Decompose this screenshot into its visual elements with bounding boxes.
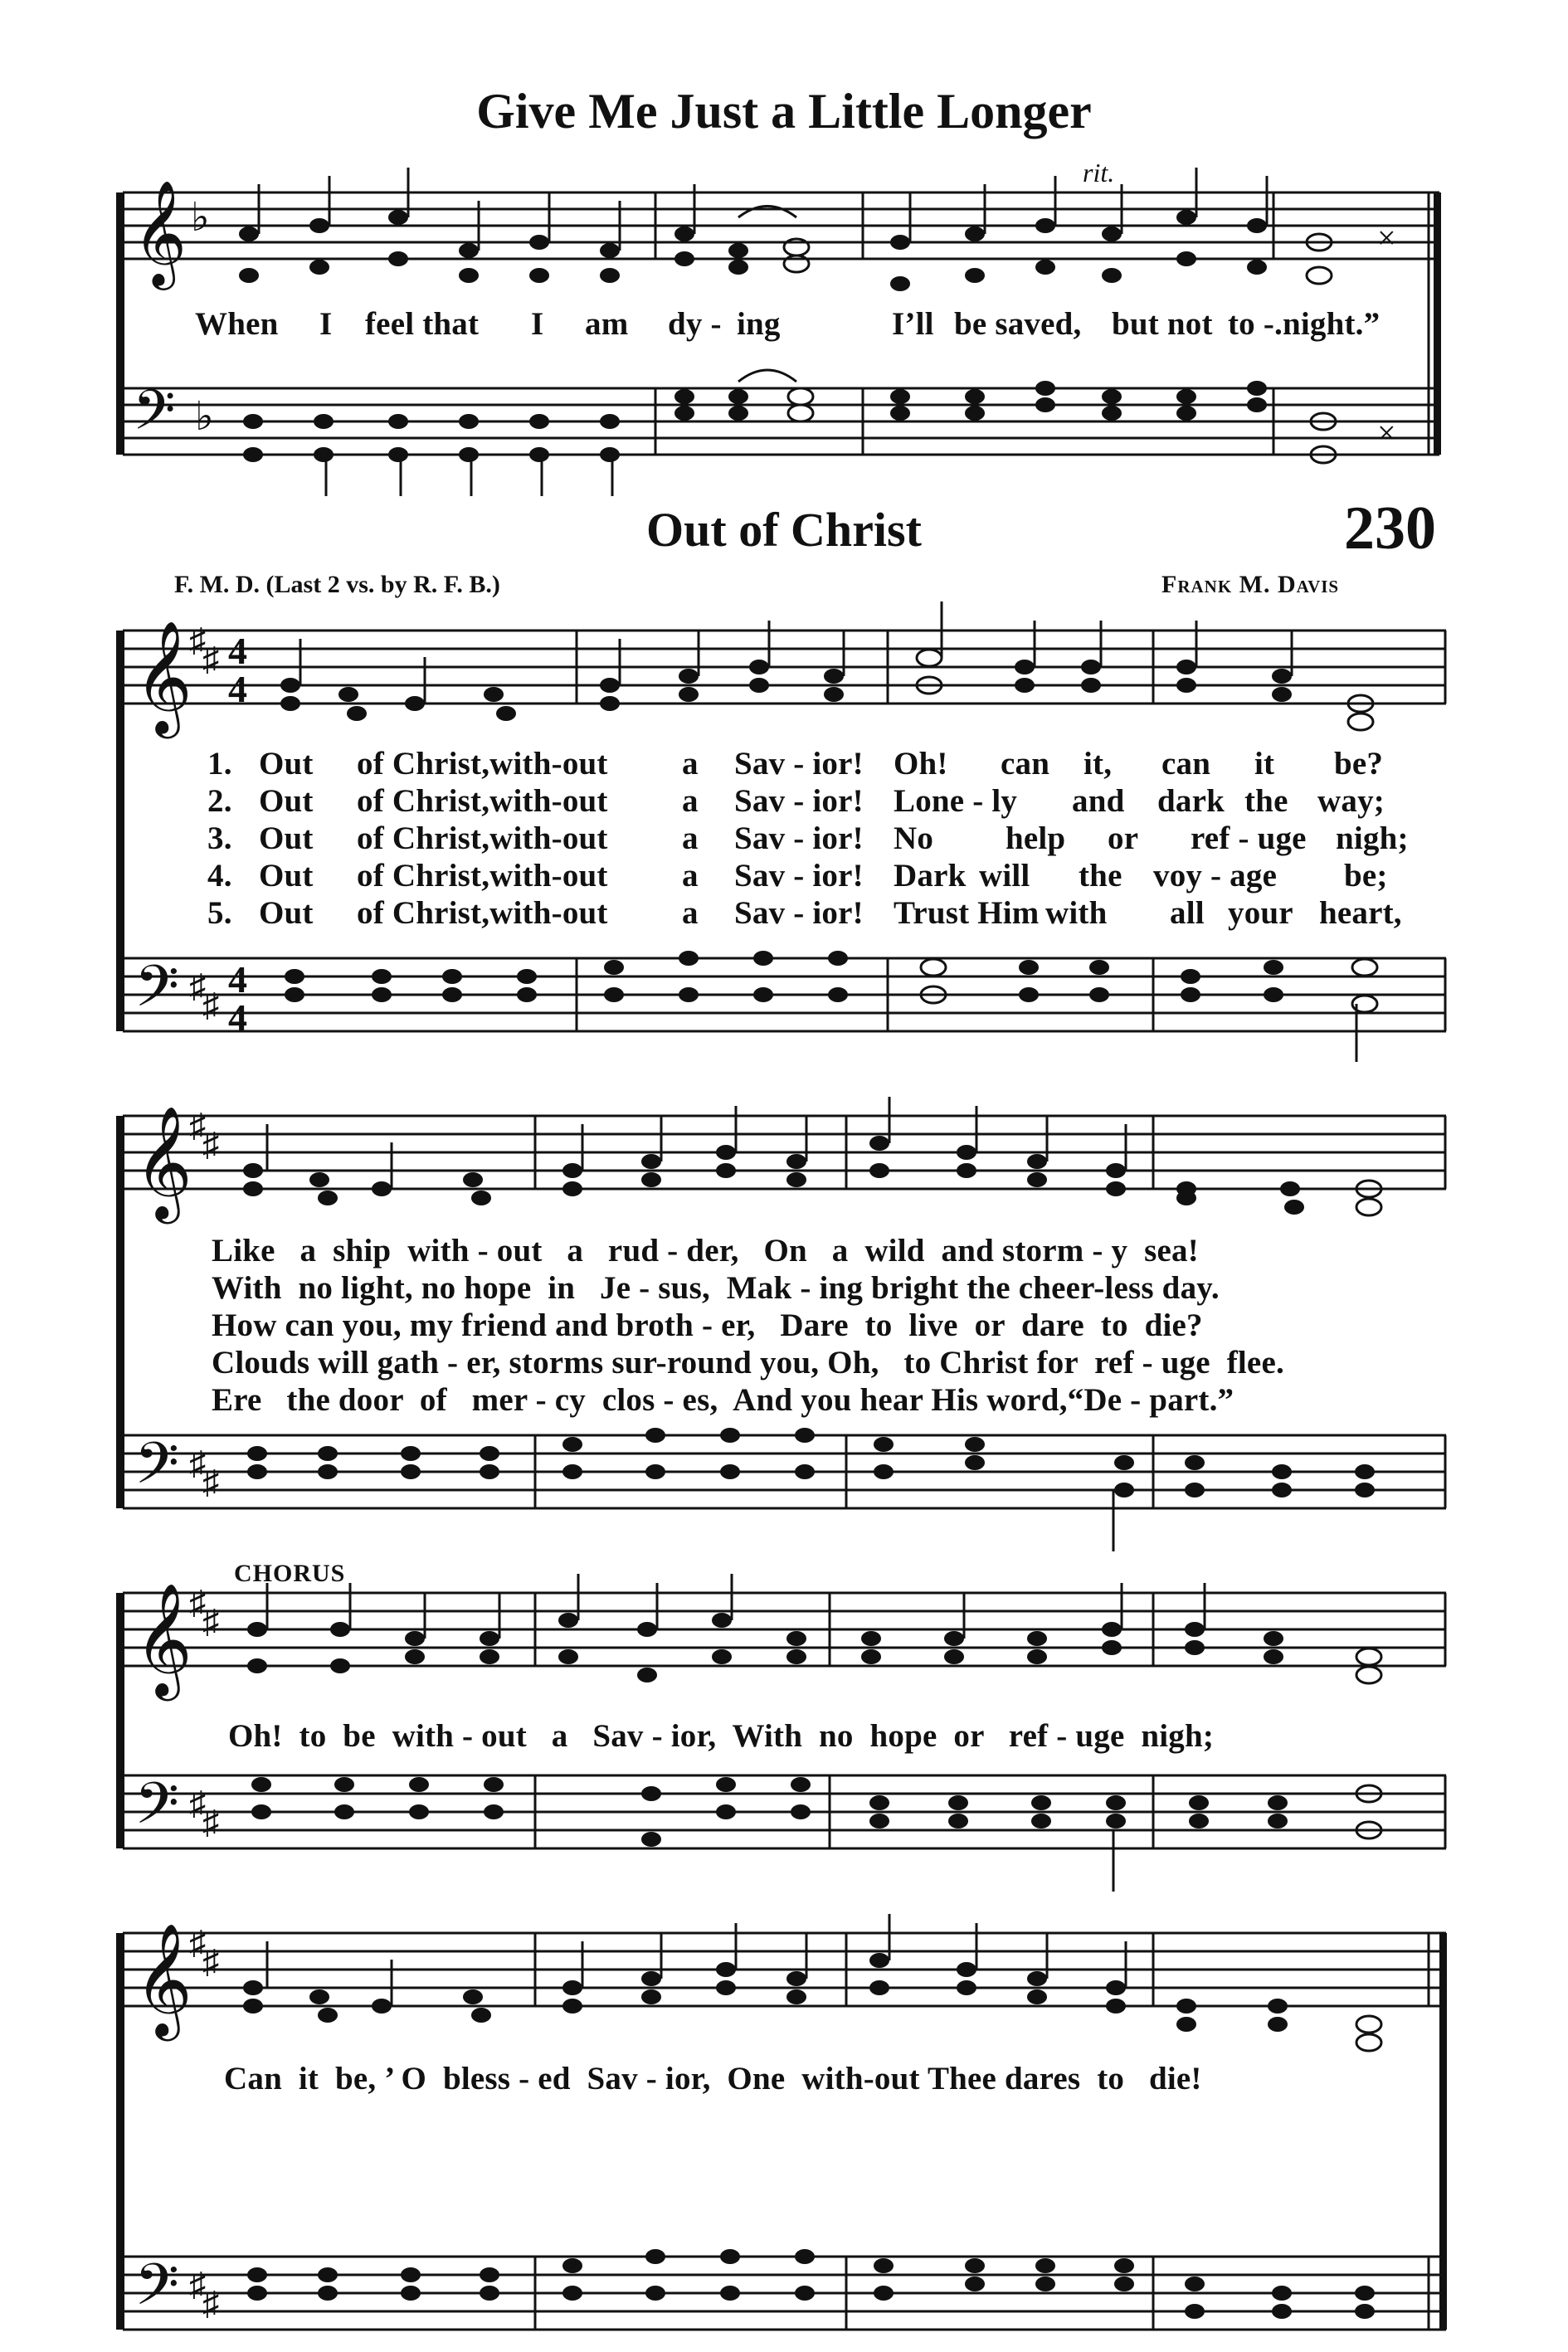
lyric: but not (1112, 306, 1213, 342)
lyric: nigh; (1336, 821, 1409, 856)
svg-text:𝄞: 𝄞 (134, 1581, 192, 1696)
svg-text:♯: ♯ (189, 1444, 206, 1482)
lyric: of Christ,with-out (357, 783, 608, 819)
chorus-label: CHORUS (234, 1560, 346, 1587)
svg-text:𝄢: 𝄢 (134, 1770, 180, 1851)
svg-text:𝄢: 𝄢 (134, 2251, 180, 2332)
svg-text:♯: ♯ (202, 1463, 219, 1501)
lyric: a (682, 783, 699, 819)
lyric: 2. (207, 783, 232, 819)
svg-text:♯: ♯ (202, 1126, 219, 1163)
words-credit: F. M. D. (Last 2 vs. by R. F. B.) (174, 571, 500, 598)
lyric: When (195, 306, 279, 342)
chorus-line2: Can it be, ’ O bless - ed Sav - ior, One with-out Thee dares to die! (224, 2061, 1202, 2096)
lyric: of Christ,with-out (357, 746, 608, 782)
svg-text:♭: ♭ (191, 196, 210, 240)
svg-text:×: × (1377, 219, 1396, 256)
lyric: Oh! (894, 746, 948, 782)
svg-text:♯: ♯ (202, 986, 219, 1024)
lyric: be; (1344, 858, 1388, 894)
lyric: Lone - ly (894, 783, 1018, 819)
lyric: of Christ,with-out (357, 858, 608, 894)
svg-text:♯: ♯ (202, 2285, 219, 2322)
lyric: it (1254, 746, 1275, 782)
hymn-number: 230 (1344, 494, 1436, 562)
lyric: 1. (207, 746, 232, 782)
svg-text:4: 4 (228, 668, 247, 710)
lyric: ref - uge (1191, 821, 1307, 856)
lyric: can (1001, 746, 1050, 782)
tempo-mark: rit. (1083, 158, 1115, 187)
lyric: way; (1317, 783, 1385, 819)
lyric: voy - age (1153, 858, 1278, 894)
verse-5-line1 (0, 894, 1568, 933)
lyric: be saved, (954, 306, 1082, 342)
svg-text:𝄞: 𝄞 (133, 179, 187, 285)
lyric: with (1045, 895, 1108, 931)
lyric: Sav - ior! (734, 821, 864, 856)
svg-text:♯: ♯ (189, 967, 206, 1005)
lyric: the (1244, 783, 1288, 819)
svg-text:4: 4 (228, 996, 247, 1039)
lyric: dy - (668, 306, 722, 342)
svg-text:𝄢: 𝄢 (134, 1429, 180, 1511)
lyric: Out (259, 783, 314, 819)
svg-text:♯: ♯ (189, 1785, 206, 1822)
hymn-title: Out of Christ (646, 503, 922, 557)
verse-4-line2: Clouds will gath - er, storms sur-round you, Oh, to Christ for ref - uge flee. (212, 1345, 1284, 1381)
lyric: Trust Him (894, 895, 1040, 931)
lyric: of Christ,with-out (357, 821, 608, 856)
verse-1-line2: Like a ship with - out a rud - der, On a wild and storm - y sea! (212, 1233, 1199, 1269)
lyric: to -.night.” (1228, 306, 1381, 342)
lyric: I (319, 306, 333, 342)
chorus-line1: Oh! to be with - out a Sav - ior, With no hope or ref - uge nigh; (228, 1718, 1215, 1754)
svg-text:♯: ♯ (189, 1584, 206, 1621)
lyric: I’ll (892, 306, 934, 342)
music-credit: Frank M. Davis (1161, 571, 1340, 598)
svg-text:♯: ♯ (202, 640, 219, 678)
lyric: Sav - ior! (734, 783, 864, 819)
svg-text:𝄞: 𝄞 (134, 1921, 192, 2036)
lyric: 4. (207, 858, 232, 894)
lyric: will (979, 858, 1030, 894)
verse-5-line2: Ere the door of mer - cy clos - es, And you hear His word,“De - part.” (212, 1382, 1234, 1418)
lyric: a (682, 858, 699, 894)
verse-line1-block (0, 745, 1568, 936)
svg-text:𝄞: 𝄞 (134, 619, 192, 733)
lyric: a (682, 895, 699, 931)
svg-text:×: × (1377, 414, 1396, 451)
lyric: or (1108, 821, 1139, 856)
lyric: Sav - ior! (734, 746, 864, 782)
lyric: can (1161, 746, 1211, 782)
lyric: help (1006, 821, 1066, 856)
svg-text:𝄢: 𝄢 (134, 952, 180, 1034)
svg-text:♯: ♯ (189, 2266, 206, 2303)
lyric: Out (259, 746, 314, 782)
lyric: I (531, 306, 544, 342)
lyric: Out (259, 895, 314, 931)
lyric: am (585, 306, 629, 342)
svg-text:4: 4 (228, 958, 247, 1001)
svg-text:𝄞: 𝄞 (134, 1104, 192, 1219)
lyric: the (1079, 858, 1122, 894)
lyric: 3. (207, 821, 232, 856)
lyric: Sav - ior! (734, 895, 864, 931)
verse-2-line1 (0, 782, 1568, 821)
lyric: feel that (365, 306, 480, 342)
svg-text:♯: ♯ (189, 621, 206, 659)
lyric: be? (1334, 746, 1384, 782)
svg-text:♯: ♯ (202, 1603, 219, 1640)
lyric: Dark (894, 858, 967, 894)
svg-text:♯: ♯ (189, 1924, 206, 1961)
lyric: Sav - ior! (734, 858, 864, 894)
svg-text:♯: ♯ (202, 1943, 219, 1980)
lyric: dark (1157, 783, 1225, 819)
verse-4-line1 (0, 857, 1568, 895)
svg-text:♯: ♯ (189, 1107, 206, 1144)
lyric: heart, (1319, 895, 1402, 931)
verse-3-line1 (0, 820, 1568, 858)
lyric: ing (737, 306, 781, 342)
lyric: a (682, 746, 699, 782)
verse-2-line2: With no light, no hope in Je - sus, Mak - ing bright the cheer-less day. (212, 1270, 1220, 1306)
lyric: of Christ,with-out (357, 895, 608, 931)
svg-text:♯: ♯ (202, 1804, 219, 1841)
lyric: 5. (207, 895, 232, 931)
svg-text:𝄢: 𝄢 (133, 378, 176, 455)
lyric: your (1228, 895, 1293, 931)
svg-text:♭: ♭ (195, 395, 214, 439)
lyric: Out (259, 821, 314, 856)
verse-line2-block (212, 1232, 1431, 1423)
lyric: a (682, 821, 699, 856)
svg-text:4: 4 (228, 630, 247, 672)
lyric: all (1170, 895, 1205, 931)
lyric: No (894, 821, 934, 856)
lyric: Out (259, 858, 314, 894)
lyric: it, (1083, 746, 1113, 782)
verse-3-line2: How can you, my friend and broth - er, Dare to live or dare to die? (212, 1307, 1203, 1343)
lyric: and (1072, 783, 1125, 819)
top-hymn-title: Give Me Just a Little Longer (476, 84, 1092, 139)
verse-1-line1 (0, 745, 1568, 783)
